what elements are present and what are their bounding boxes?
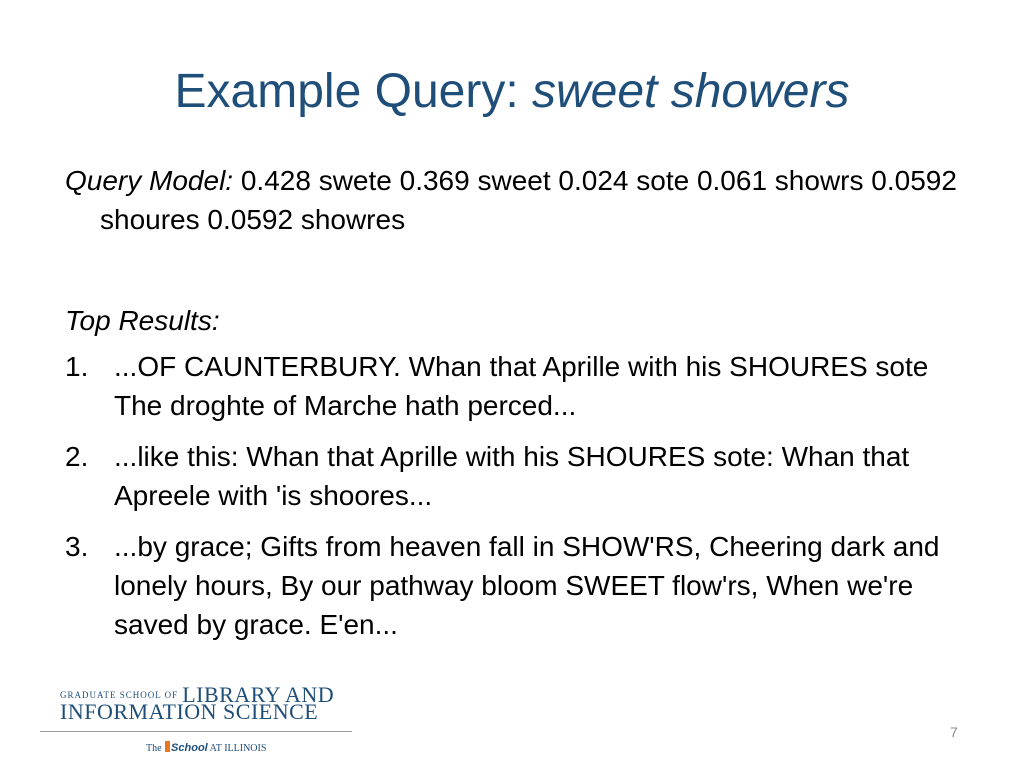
result-text: ...OF CAUNTERBURY. Whan that Aprille with his SHOURES sote The droghte of Marche hath perced... [114, 351, 929, 421]
result-item [65, 527, 965, 644]
query-model-label: Query Model: [65, 165, 234, 196]
top-results-label: Top Results: [65, 305, 220, 336]
title-emphasis: sweet showers [532, 65, 850, 118]
ischool-suffix: AT ILLINOIS [209, 743, 267, 754]
results-list [65, 347, 965, 656]
title-plain: Example Query: [174, 65, 532, 118]
query-model-text: 0.428 swete 0.369 sweet 0.024 sote 0.061 showrs 0.0592 shoures 0.0592 showres [100, 165, 957, 235]
result-text: ...by grace; Gifts from heaven fall in SHOW'RS, Cheering dark and lonely hours, By our pathway bloom SWEET flow'rs, When we're saved by grace. E'en... [114, 531, 940, 640]
result-number: 3. [65, 531, 89, 562]
result-number: 2. [65, 441, 89, 472]
logo-prefix: GRADUATE SCHOOL OF [60, 690, 179, 700]
result-item [65, 347, 965, 425]
result-item [65, 437, 965, 515]
logo-library-and: LIBRARY AND [182, 682, 335, 707]
query-model-paragraph [65, 161, 1000, 239]
slide-title [0, 62, 1024, 122]
ischool-i-icon [165, 741, 170, 752]
page-number: 7 [950, 724, 958, 740]
ischool-the: The [146, 743, 162, 754]
result-number: 1. [65, 351, 89, 382]
ischool-logo [146, 741, 266, 754]
gslis-logo [40, 682, 350, 762]
result-text: ...like this: Whan that Aprille with his SHOURES sote: Whan that Apreele with 'is shoores... [114, 441, 910, 511]
ischool-brand: School [171, 742, 208, 754]
logo-information-science: INFORMATION SCIENCE [60, 699, 319, 724]
logo-divider [40, 731, 352, 732]
